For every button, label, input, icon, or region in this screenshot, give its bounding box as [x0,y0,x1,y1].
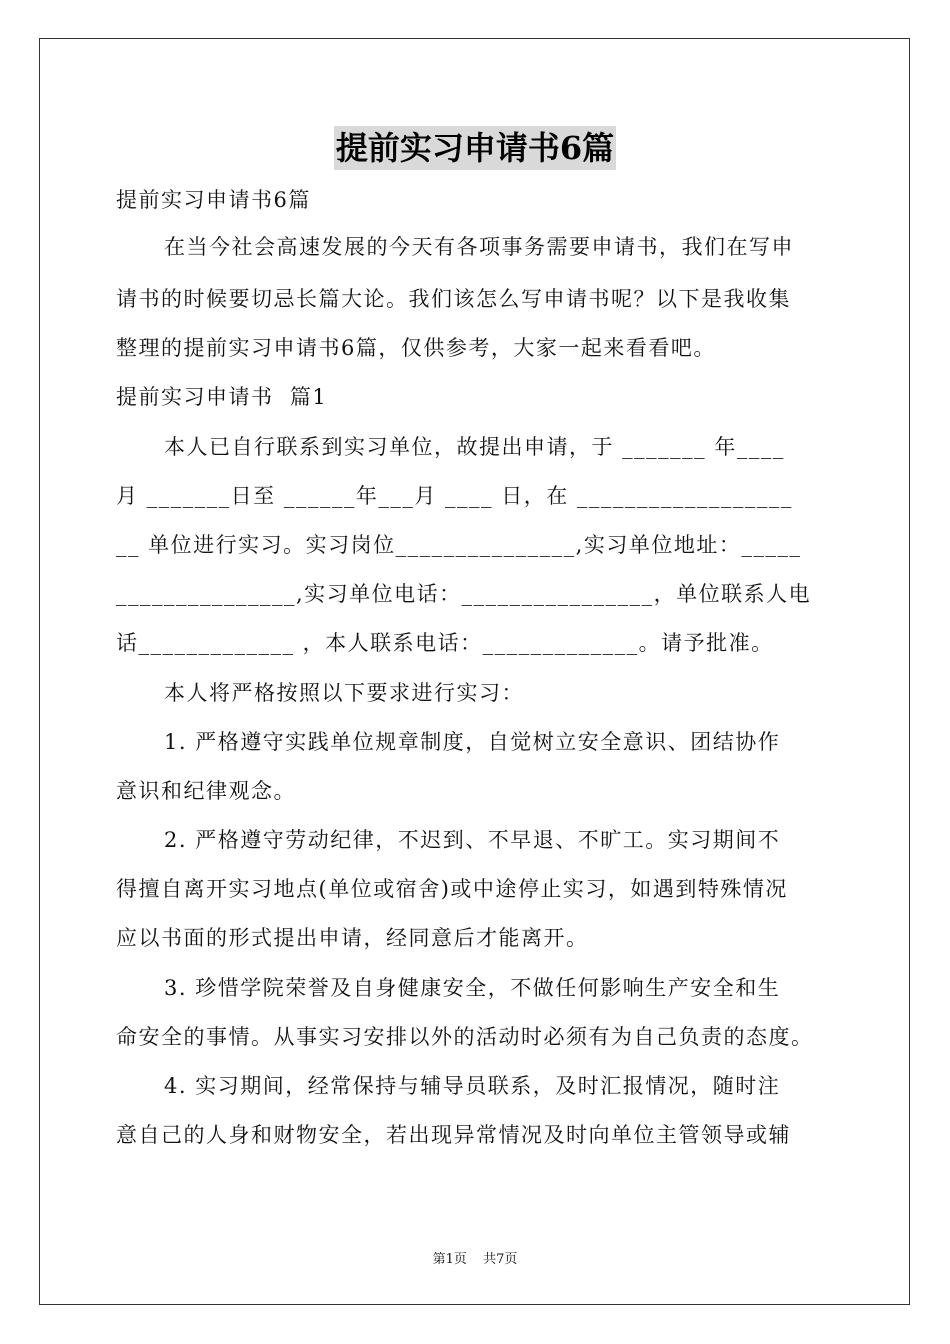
list-item-line: 命安全的事情。从事实习安排以外的活动时必须有为自己负责的态度。 [116,1024,814,1049]
list-item-line: 意识和纪律观念。 [116,778,296,803]
list-item-line: 意自己的人身和财物安全，若出现异常情况及时向单位主管领导或辅 [116,1123,791,1148]
paragraph-line: 本人将严格按照以下要求进行实习： [164,680,524,705]
page-footer [0,1248,950,1267]
list-item-line: 1. 严格遵守实践单位规章制度，自觉树立安全意识、团结协作 [164,729,781,754]
document-body [116,181,836,1160]
paragraph-line: __ 单位进行实习。实习岗位_______________,实习单位地址：_____ [116,532,802,557]
list-item-line: 4. 实习期间，经常保持与辅导员联系，及时汇报情况，随时注 [164,1074,781,1098]
list-item-line: 应以书面的形式提出申请，经同意后才能离开。 [116,926,589,951]
paragraph-line: 本人已自行联系到实习单位，故提出申请，于 _______ 年____ [164,434,785,459]
paragraph-line: _______________,实习单位电话：________________，单位联系人电 [116,582,812,607]
paragraph-line: 整理的提前实习申请书6篇，仅供参考，大家一起来看看吧。 [116,336,716,361]
list-item-line: 得擅自离开实习地点(单位或宿舍)或中途停止实习，如遇到特殊情况 [116,877,788,902]
list-item-line: 2. 严格遵守劳动纪律，不迟到、不早退、不旷工。实习期间不 [164,828,781,853]
page-number: 第1页 [432,1252,467,1267]
paragraph-line: 月 _______日至 ______年___月 ____ 日，在 __________________ [116,483,793,508]
section-heading: 提前实习申请书 篇1 [116,385,328,410]
document-title: 提前实习申请书6篇 [334,126,616,170]
page-total: 共7页 [483,1252,518,1267]
list-item-line: 3. 珍惜学院荣誉及自身健康安全，不做任何影响生产安全和生 [164,975,781,1000]
paragraph-line: 话_____________ ，本人联系电话：_____________。请予批准。 [116,631,774,656]
paragraph-line: 请书的时候要切忌长篇大论。我们该怎么写申请书呢？以下是我收集 [116,287,791,311]
paragraph-line: 在当今社会高速发展的今天有各项事务需要申请书，我们在写申 [164,235,794,259]
document-subtitle: 提前实习申请书6篇 [116,188,311,212]
title-container [0,126,950,170]
